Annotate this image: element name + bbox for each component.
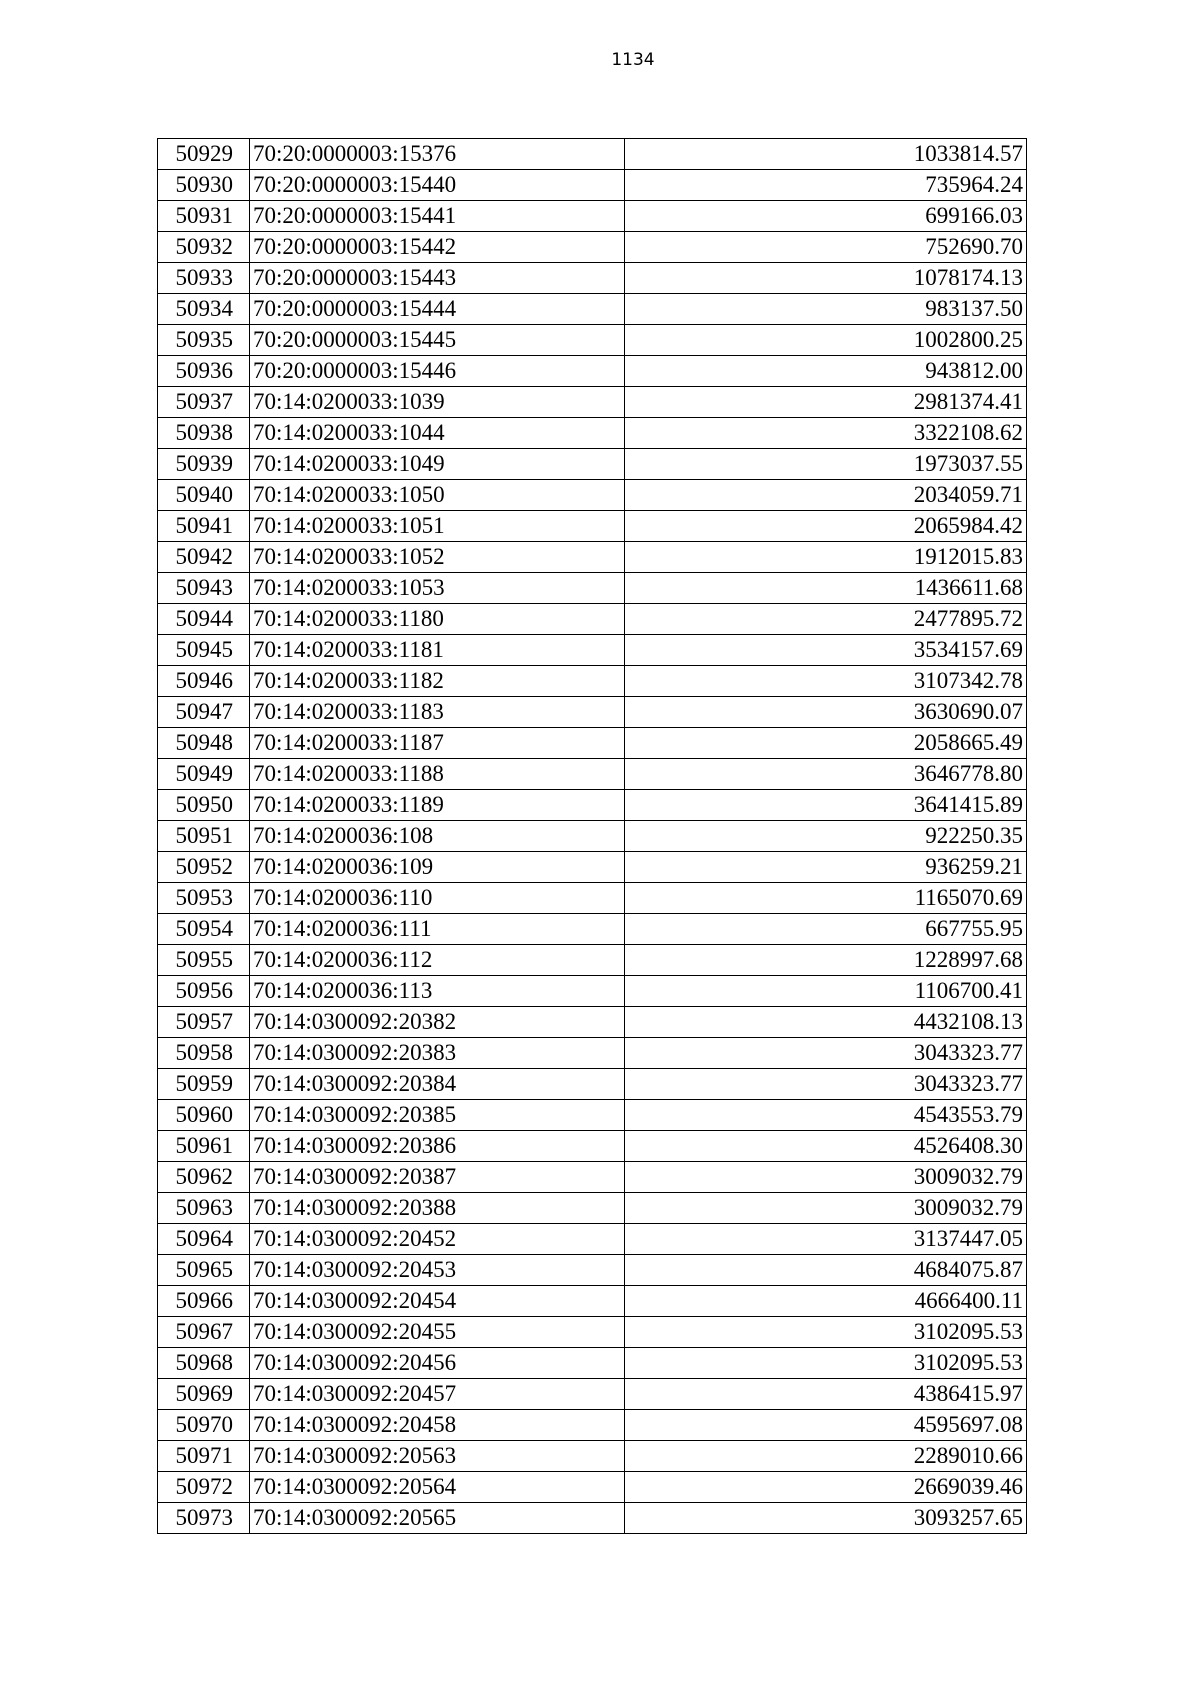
- cadastral-number-cell: 70:20:0000003:15443: [250, 263, 625, 294]
- cadastral-value-cell: 1165070.69: [625, 883, 1027, 914]
- row-number-cell: 50934: [158, 294, 250, 325]
- cadastral-number-cell: 70:14:0300092:20385: [250, 1100, 625, 1131]
- cadastral-number-cell: 70:20:0000003:15442: [250, 232, 625, 263]
- table-row: [158, 728, 1027, 759]
- cadastral-number-cell: 70:14:0200033:1189: [250, 790, 625, 821]
- row-number-cell: 50961: [158, 1131, 250, 1162]
- table-row: [158, 759, 1027, 790]
- table-row: [158, 542, 1027, 573]
- table-row: [158, 1410, 1027, 1441]
- row-number-cell: 50958: [158, 1038, 250, 1069]
- cadastral-value-cell: 2058665.49: [625, 728, 1027, 759]
- cadastral-number-cell: 70:14:0200036:110: [250, 883, 625, 914]
- cadastral-number-cell: 70:14:0300092:20388: [250, 1193, 625, 1224]
- table-row: [158, 1100, 1027, 1131]
- cadastral-value-cell: 2669039.46: [625, 1472, 1027, 1503]
- row-number-cell: 50943: [158, 573, 250, 604]
- cadastral-value-cell: 1033814.57: [625, 139, 1027, 170]
- cadastral-value-cell: 3107342.78: [625, 666, 1027, 697]
- cadastral-value-cell: 1912015.83: [625, 542, 1027, 573]
- table-row: [158, 1286, 1027, 1317]
- cadastral-number-cell: 70:14:0300092:20384: [250, 1069, 625, 1100]
- cadastral-number-cell: 70:20:0000003:15445: [250, 325, 625, 356]
- cadastral-number-cell: 70:14:0200033:1050: [250, 480, 625, 511]
- row-number-cell: 50932: [158, 232, 250, 263]
- table-row: [158, 387, 1027, 418]
- cadastral-value-cell: 3093257.65: [625, 1503, 1027, 1534]
- row-number-cell: 50950: [158, 790, 250, 821]
- cadastral-number-cell: 70:14:0200033:1180: [250, 604, 625, 635]
- row-number-cell: 50955: [158, 945, 250, 976]
- cadastral-value-cell: 1973037.55: [625, 449, 1027, 480]
- table-row: [158, 263, 1027, 294]
- table-body: [158, 139, 1027, 1534]
- row-number-cell: 50931: [158, 201, 250, 232]
- cadastral-value-cell: 983137.50: [625, 294, 1027, 325]
- cadastral-value-cell: 3102095.53: [625, 1348, 1027, 1379]
- cadastral-number-cell: 70:20:0000003:15444: [250, 294, 625, 325]
- row-number-cell: 50930: [158, 170, 250, 201]
- row-number-cell: 50939: [158, 449, 250, 480]
- table-row: [158, 666, 1027, 697]
- cadastral-value-cell: 2981374.41: [625, 387, 1027, 418]
- cadastral-value-cell: 1002800.25: [625, 325, 1027, 356]
- row-number-cell: 50966: [158, 1286, 250, 1317]
- table-row: [158, 1038, 1027, 1069]
- row-number-cell: 50944: [158, 604, 250, 635]
- cadastral-value-cell: 4684075.87: [625, 1255, 1027, 1286]
- cadastral-number-cell: 70:20:0000003:15440: [250, 170, 625, 201]
- cadastral-number-cell: 70:14:0300092:20454: [250, 1286, 625, 1317]
- row-number-cell: 50962: [158, 1162, 250, 1193]
- row-number-cell: 50941: [158, 511, 250, 542]
- table-row: [158, 1348, 1027, 1379]
- cadastral-number-cell: 70:14:0200033:1052: [250, 542, 625, 573]
- cadastral-number-cell: 70:14:0300092:20452: [250, 1224, 625, 1255]
- row-number-cell: 50970: [158, 1410, 250, 1441]
- row-number-cell: 50956: [158, 976, 250, 1007]
- table-row: [158, 945, 1027, 976]
- cadastral-value-cell: 2034059.71: [625, 480, 1027, 511]
- cadastral-number-cell: 70:14:0200033:1182: [250, 666, 625, 697]
- cadastral-number-cell: 70:14:0300092:20383: [250, 1038, 625, 1069]
- cadastral-value-cell: 2065984.42: [625, 511, 1027, 542]
- cadastral-value-table-container: [157, 138, 1027, 1534]
- cadastral-number-cell: 70:14:0300092:20455: [250, 1317, 625, 1348]
- cadastral-value-cell: 4543553.79: [625, 1100, 1027, 1131]
- cadastral-value-cell: 922250.35: [625, 821, 1027, 852]
- table-row: [158, 1317, 1027, 1348]
- cadastral-number-cell: 70:14:0300092:20382: [250, 1007, 625, 1038]
- row-number-cell: 50972: [158, 1472, 250, 1503]
- row-number-cell: 50945: [158, 635, 250, 666]
- table-row: [158, 1379, 1027, 1410]
- cadastral-number-cell: 70:14:0200033:1049: [250, 449, 625, 480]
- row-number-cell: 50933: [158, 263, 250, 294]
- cadastral-number-cell: 70:14:0300092:20457: [250, 1379, 625, 1410]
- table-row: [158, 790, 1027, 821]
- table-row: [158, 1193, 1027, 1224]
- table-row: [158, 511, 1027, 542]
- row-number-cell: 50971: [158, 1441, 250, 1472]
- table-row: [158, 883, 1027, 914]
- table-row: [158, 604, 1027, 635]
- cadastral-number-cell: 70:14:0300092:20458: [250, 1410, 625, 1441]
- cadastral-value-cell: 3009032.79: [625, 1162, 1027, 1193]
- cadastral-number-cell: 70:14:0300092:20565: [250, 1503, 625, 1534]
- row-number-cell: 50957: [158, 1007, 250, 1038]
- row-number-cell: 50951: [158, 821, 250, 852]
- table-row: [158, 356, 1027, 387]
- row-number-cell: 50946: [158, 666, 250, 697]
- row-number-cell: 50973: [158, 1503, 250, 1534]
- cadastral-value-cell: 699166.03: [625, 201, 1027, 232]
- cadastral-number-cell: 70:14:0300092:20386: [250, 1131, 625, 1162]
- row-number-cell: 50969: [158, 1379, 250, 1410]
- table-row: [158, 1162, 1027, 1193]
- table-row: [158, 294, 1027, 325]
- table-row: [158, 821, 1027, 852]
- table-row: [158, 1503, 1027, 1534]
- row-number-cell: 50968: [158, 1348, 250, 1379]
- table-row: [158, 480, 1027, 511]
- row-number-cell: 50954: [158, 914, 250, 945]
- table-row: [158, 1472, 1027, 1503]
- cadastral-number-cell: 70:14:0200033:1039: [250, 387, 625, 418]
- table-row: [158, 232, 1027, 263]
- cadastral-value-cell: 1106700.41: [625, 976, 1027, 1007]
- row-number-cell: 50953: [158, 883, 250, 914]
- cadastral-value-cell: 3630690.07: [625, 697, 1027, 728]
- cadastral-value-cell: 735964.24: [625, 170, 1027, 201]
- cadastral-value-cell: 2477895.72: [625, 604, 1027, 635]
- table-row: [158, 449, 1027, 480]
- cadastral-number-cell: 70:14:0200033:1188: [250, 759, 625, 790]
- cadastral-value-cell: 3641415.89: [625, 790, 1027, 821]
- cadastral-value-cell: 936259.21: [625, 852, 1027, 883]
- cadastral-number-cell: 70:14:0200033:1051: [250, 511, 625, 542]
- cadastral-number-cell: 70:14:0200033:1187: [250, 728, 625, 759]
- row-number-cell: 50967: [158, 1317, 250, 1348]
- cadastral-value-cell: 752690.70: [625, 232, 1027, 263]
- table-row: [158, 1131, 1027, 1162]
- table-row: [158, 914, 1027, 945]
- table-row: [158, 1255, 1027, 1286]
- row-number-cell: 50949: [158, 759, 250, 790]
- table-row: [158, 852, 1027, 883]
- page-number: 1134: [611, 50, 655, 70]
- cadastral-value-cell: 3534157.69: [625, 635, 1027, 666]
- cadastral-value-cell: 3322108.62: [625, 418, 1027, 449]
- table-row: [158, 1441, 1027, 1472]
- cadastral-value-cell: 2289010.66: [625, 1441, 1027, 1472]
- cadastral-value-cell: 4666400.11: [625, 1286, 1027, 1317]
- row-number-cell: 50947: [158, 697, 250, 728]
- cadastral-number-cell: 70:20:0000003:15441: [250, 201, 625, 232]
- cadastral-number-cell: 70:14:0200036:108: [250, 821, 625, 852]
- table-row: [158, 325, 1027, 356]
- row-number-cell: 50942: [158, 542, 250, 573]
- row-number-cell: 50959: [158, 1069, 250, 1100]
- table-row: [158, 1007, 1027, 1038]
- row-number-cell: 50948: [158, 728, 250, 759]
- table-row: [158, 635, 1027, 666]
- cadastral-value-cell: 3009032.79: [625, 1193, 1027, 1224]
- cadastral-number-cell: 70:14:0200036:109: [250, 852, 625, 883]
- cadastral-value-cell: 667755.95: [625, 914, 1027, 945]
- cadastral-value-cell: 4432108.13: [625, 1007, 1027, 1038]
- cadastral-value-cell: 1228997.68: [625, 945, 1027, 976]
- row-number-cell: 50929: [158, 139, 250, 170]
- cadastral-value-cell: 4595697.08: [625, 1410, 1027, 1441]
- table-row: [158, 139, 1027, 170]
- cadastral-value-cell: 4526408.30: [625, 1131, 1027, 1162]
- cadastral-value-cell: 3646778.80: [625, 759, 1027, 790]
- cadastral-value-cell: 943812.00: [625, 356, 1027, 387]
- table-row: [158, 418, 1027, 449]
- cadastral-number-cell: 70:14:0200036:113: [250, 976, 625, 1007]
- cadastral-number-cell: 70:14:0200033:1044: [250, 418, 625, 449]
- cadastral-number-cell: 70:14:0200033:1183: [250, 697, 625, 728]
- cadastral-value-cell: 1436611.68: [625, 573, 1027, 604]
- cadastral-value-cell: 3137447.05: [625, 1224, 1027, 1255]
- cadastral-value-cell: 3043323.77: [625, 1038, 1027, 1069]
- row-number-cell: 50952: [158, 852, 250, 883]
- row-number-cell: 50936: [158, 356, 250, 387]
- row-number-cell: 50935: [158, 325, 250, 356]
- cadastral-value-cell: 3043323.77: [625, 1069, 1027, 1100]
- row-number-cell: 50940: [158, 480, 250, 511]
- cadastral-number-cell: 70:14:0200033:1181: [250, 635, 625, 666]
- table-row: [158, 573, 1027, 604]
- cadastral-number-cell: 70:14:0300092:20456: [250, 1348, 625, 1379]
- row-number-cell: 50964: [158, 1224, 250, 1255]
- cadastral-number-cell: 70:14:0300092:20563: [250, 1441, 625, 1472]
- table-row: [158, 1224, 1027, 1255]
- row-number-cell: 50937: [158, 387, 250, 418]
- row-number-cell: 50938: [158, 418, 250, 449]
- cadastral-number-cell: 70:14:0300092:20453: [250, 1255, 625, 1286]
- table-row: [158, 1069, 1027, 1100]
- cadastral-number-cell: 70:14:0200036:112: [250, 945, 625, 976]
- cadastral-value-cell: 3102095.53: [625, 1317, 1027, 1348]
- cadastral-number-cell: 70:14:0300092:20564: [250, 1472, 625, 1503]
- cadastral-value-cell: 4386415.97: [625, 1379, 1027, 1410]
- cadastral-number-cell: 70:20:0000003:15446: [250, 356, 625, 387]
- cadastral-number-cell: 70:14:0200033:1053: [250, 573, 625, 604]
- table-row: [158, 201, 1027, 232]
- cadastral-number-cell: 70:14:0200036:111: [250, 914, 625, 945]
- cadastral-value-cell: 1078174.13: [625, 263, 1027, 294]
- cadastral-number-cell: 70:20:0000003:15376: [250, 139, 625, 170]
- cadastral-number-cell: 70:14:0300092:20387: [250, 1162, 625, 1193]
- cadastral-value-table: [157, 138, 1027, 1534]
- table-row: [158, 976, 1027, 1007]
- row-number-cell: 50965: [158, 1255, 250, 1286]
- row-number-cell: 50963: [158, 1193, 250, 1224]
- table-row: [158, 697, 1027, 728]
- table-row: [158, 170, 1027, 201]
- row-number-cell: 50960: [158, 1100, 250, 1131]
